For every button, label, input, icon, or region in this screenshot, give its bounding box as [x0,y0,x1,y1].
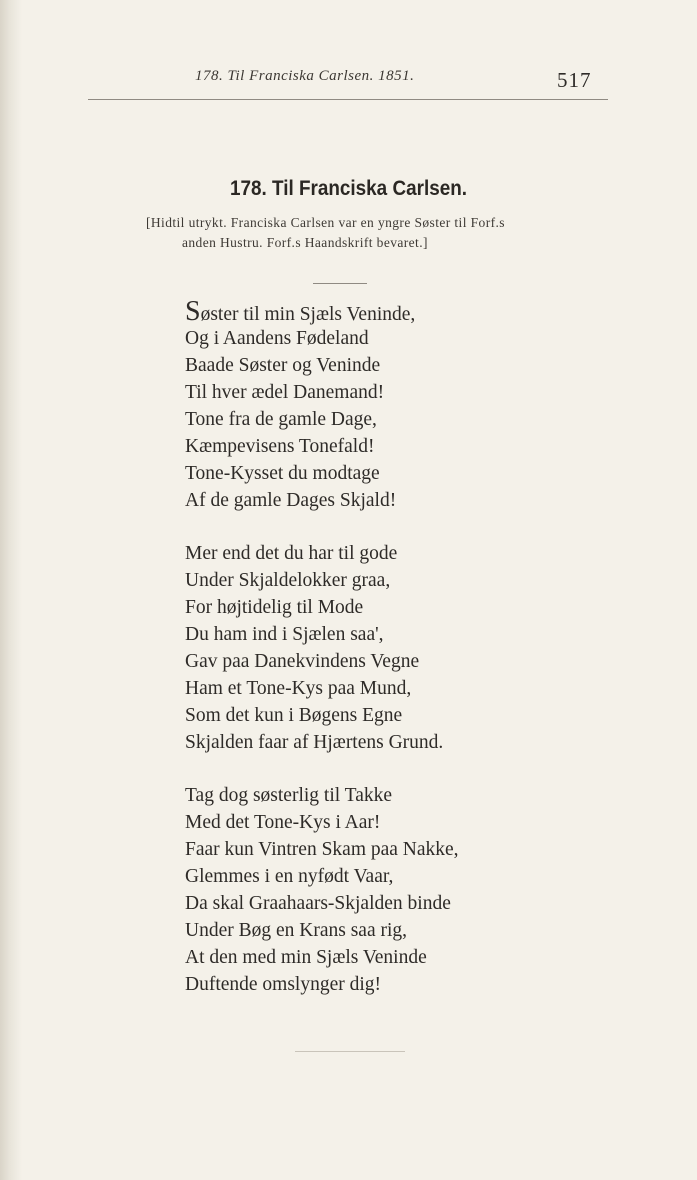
header-rule [88,99,608,100]
verse-line: Faar kun Vintren Skam paa Nakke, [185,839,459,860]
verse-line [185,298,645,325]
stanza-2 [185,540,645,756]
verse-line: Tag dog søsterlig til Takke [185,785,393,806]
verse-line: Af de gamle Dages Skjald! [185,490,397,511]
verse-line: Skjalden faar af Hjærtens Grund. [185,732,444,753]
running-title: 178. Til Franciska Carlsen. 1851. [195,68,415,84]
verse-line: Med det Tone-Kys i Aar! [185,812,381,833]
verse-line-text: øster til min Sjæls Veninde, [200,304,416,325]
verse-line: Ham et Tone-Kys paa Mund, [185,678,412,699]
page-number: 517 [557,68,592,92]
verse-line: Du ham ind i Sjælen saa', [185,624,384,645]
verse-line: Og i Aandens Fødeland [185,328,369,349]
verse-line: Som det kun i Bøgens Egne [185,705,403,726]
verse-line: Baade Søster og Veninde [185,355,381,376]
verse-line: Under Bøg en Krans saa rig, [185,920,408,941]
title-separator-rule [313,283,367,284]
verse-line: Gav paa Danekvindens Vegne [185,651,420,672]
verse-line: Mer end det du har til gode [185,543,398,564]
editorial-note-line-2: anden Hustru. Forf.s Haandskrift bevaret.] [182,235,428,250]
page-spine-shadow [0,0,22,1180]
verse-line: Tone-Kysset du modtage [185,463,380,484]
end-rule [295,1051,405,1052]
editorial-note [146,213,684,253]
verse-line: Under Skjaldelokker graa, [185,570,391,591]
verse-line: At den med min Sjæls Veninde [185,947,427,968]
verse-line: Tone fra de gamle Dage, [185,409,377,430]
running-header [0,62,697,102]
verse-line: For højtidelig til Mode [185,597,364,618]
editorial-note-line-1: [Hidtil utrykt. Franciska Carlsen var en yngre Søster til Forf.s [146,215,505,230]
verse-line: Duftende omslynger dig! [185,974,382,995]
poem-body [185,298,645,998]
stanza-1 [185,298,645,514]
poem-title: 178. Til Franciska Carlsen. [229,177,468,200]
verse-line: Glemmes i en nyfødt Vaar, [185,866,394,887]
drop-cap: S [185,296,201,327]
verse-line: Kæmpevisens Tonefald! [185,436,375,457]
verse-line: Da skal Graahaars-Skjalden binde [185,893,451,914]
stanza-3 [185,782,645,998]
verse-line: Til hver ædel Danemand! [185,382,385,403]
